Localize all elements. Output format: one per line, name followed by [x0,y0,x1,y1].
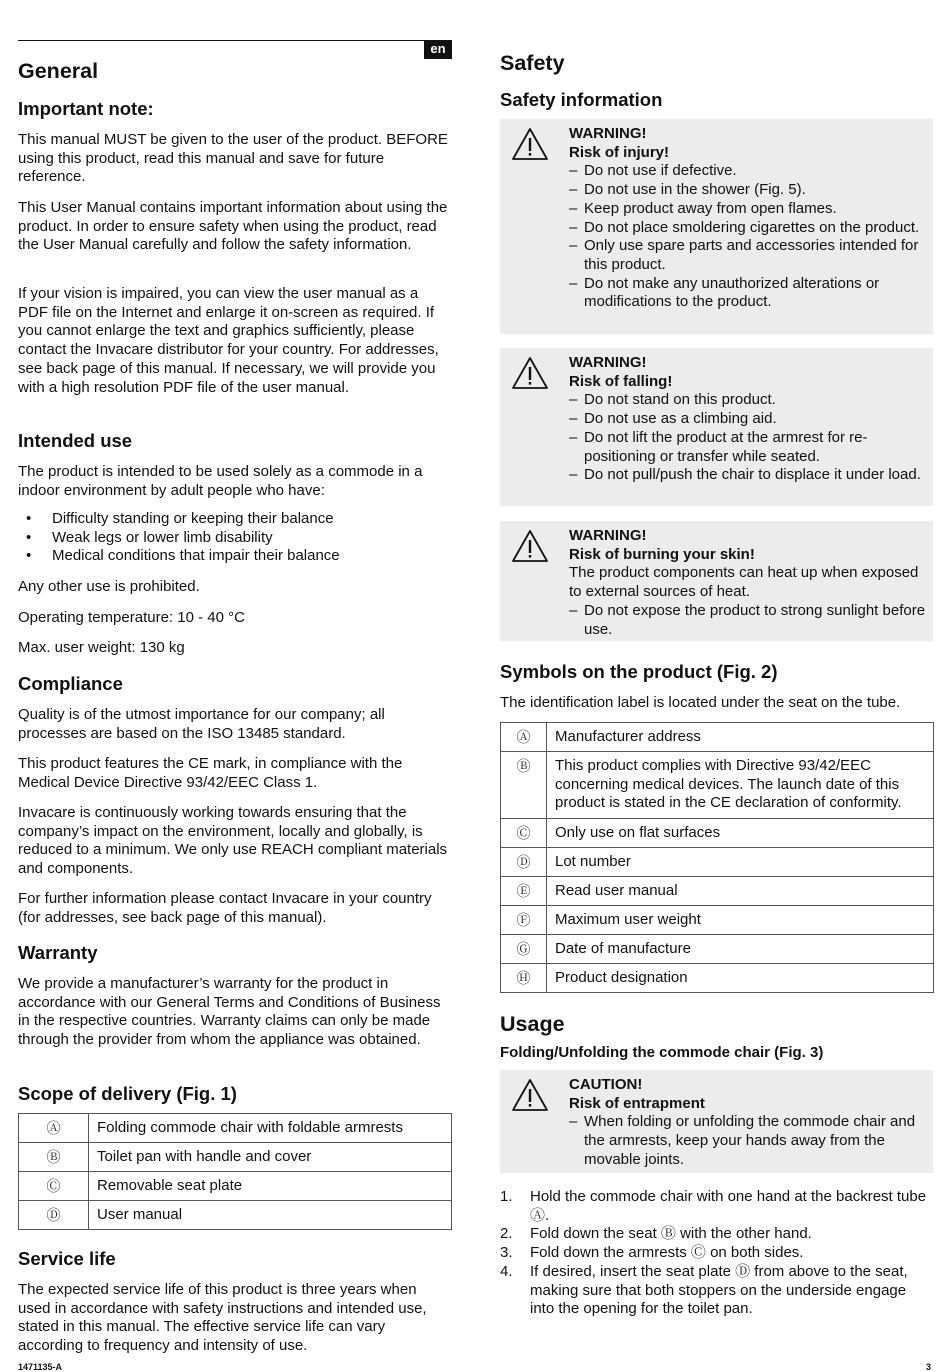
step-text: Fold down the armrests Ⓒ on both sides. [530,1244,804,1262]
list-item: – Keep product away from open flames. [569,200,927,219]
list-item: – Do not place smoldering cigarettes on the product. [569,219,927,238]
warning-list [569,162,927,312]
table-row [501,964,934,993]
heading-important-note: Important note: [18,98,154,119]
table-key: Ⓒ [501,819,547,848]
compliance-paragraph-2: This product features the CE mark, in compliance with the Medical Device Directive 93/42/EEC Class 1. [18,755,403,791]
warning-triangle-icon [511,356,549,390]
step-item [500,1188,934,1225]
warning-risk: Risk of injury! [569,143,670,161]
step-item [500,1244,934,1263]
heading-scope-of-delivery: Scope of delivery (Fig. 1) [18,1083,237,1104]
top-rule [18,40,452,41]
caution-label: CAUTION! [569,1076,643,1093]
table-row [501,935,934,964]
important-paragraph-2: This User Manual contains important information about using the product. In order to ensure safety when using the product, read the User Manual carefully and follow the safety information. [18,199,448,254]
table-value: Manufacturer address [547,723,934,752]
heading-compliance: Compliance [18,673,123,694]
section-title-usage: Usage [500,1012,565,1036]
section-title-general: General [18,59,99,83]
compliance-paragraph-4: For further information please contact Invacare in your country (for addresses, see back page of this manual). [18,890,432,926]
warning-description: The product components can heat up when exposed to external sources of heat. [569,564,919,601]
table-row [19,1143,452,1172]
table-value: Date of manufacture [547,935,934,964]
table-key: Ⓖ [501,935,547,964]
step-number: 3. [500,1244,513,1262]
table-key: Ⓐ [19,1114,89,1143]
warning-triangle-icon [511,127,549,161]
table-value: This product complies with Directive 93/42/EEC concerning medical devices. The launch date of this product is stated in the CE declaration of conformity. [547,752,934,819]
table-key: Ⓑ [19,1143,89,1172]
table-key: Ⓔ [501,877,547,906]
step-item [500,1225,934,1244]
compliance-paragraph-1: Quality is of the utmost importance for our company; all processes are based on the ISO 13485 standard. [18,706,385,742]
step-text: Fold down the seat Ⓑ with the other hand. [530,1225,812,1243]
scope-of-delivery-table [18,1113,452,1230]
operating-temperature: Operating temperature: 10 - 40 °C [18,609,245,626]
list-item: – Do not make any unauthorized alterations or modifications to the product. [569,275,927,312]
heading-symbols-on-product: Symbols on the product (Fig. 2) [500,661,778,682]
caution-box-entrapment [500,1070,933,1173]
step-text: Hold the commode chair with one hand at the backrest tube Ⓐ. [530,1188,927,1224]
warning-label: WARNING! [569,527,647,544]
list-item: – Do not use as a climbing aid. [569,410,927,429]
list-item: – Do not stand on this product. [569,391,927,410]
table-key: Ⓓ [501,848,547,877]
warning-text [569,125,927,312]
table-row [501,723,934,752]
table-key: Ⓗ [501,964,547,993]
table-key: Ⓑ [501,752,547,819]
warning-box-burning [500,521,933,641]
table-row [19,1201,452,1230]
caution-risk: Risk of entrapment [569,1094,705,1112]
table-value: Lot number [547,848,934,877]
step-text: If desired, insert the seat plate Ⓓ from above to the seat, making sure that both stoppers on the underside engage into the opening for the toilet pan. [530,1262,908,1318]
intended-paragraph-2: Any other use is prohibited. [18,578,200,595]
list-item: – Do not pull/push the chair to displace it under load. [569,466,927,485]
table-row [501,848,934,877]
list-item: • Difficulty standing or keeping their balance [18,510,452,529]
step-number: 2. [500,1225,513,1243]
list-item: – Do not use if defective. [569,162,927,181]
important-paragraph-1: This manual MUST be given to the user of the product. BEFORE using this product, read this manual and save for future reference. [18,131,448,186]
section-title-safety: Safety [500,51,565,75]
warning-triangle-icon [511,1078,549,1112]
table-value: Product designation [547,964,934,993]
list-item: – Do not use in the shower (Fig. 5). [569,181,927,200]
table-value: Maximum user weight [547,906,934,935]
table-value: User manual [89,1201,452,1230]
table-row [501,752,934,819]
intended-bullet-list [18,510,452,566]
warning-triangle-icon [511,529,549,563]
intended-paragraph-1: The product is intended to be used solely as a commode in a indoor environment by adult people who have: [18,463,423,499]
folding-steps-list [500,1188,934,1319]
important-paragraph-3: If your vision is impaired, you can view the user manual as a PDF file on the Internet and enlarge it on-screen as required. If you cannot enlarge the text and graphics sufficiently, please contact the Invacare distributor for your country. For addresses, see back page of this manual. If necessary, we will provide you with a high resolution PDF file of the user manual. [18,285,439,396]
table-value: Read user manual [547,877,934,906]
warning-risk: Risk of falling! [569,372,673,390]
max-user-weight: Max. user weight: 130 kg [18,639,185,656]
warning-text [569,527,927,639]
heading-folding-unfolding: Folding/Unfolding the commode chair (Fig. 3) [500,1044,824,1061]
table-row [501,819,934,848]
warning-risk: Risk of burning your skin! [569,545,755,563]
compliance-paragraph-3: Invacare is continuously working towards ensuring that the company’s impact on the environment, locally and globally, is reduced to a minimum. We only use REACH compliant materials and components. [18,804,448,878]
warning-list [569,602,927,639]
warning-text [569,354,927,485]
caution-text [569,1076,927,1170]
table-row [501,906,934,935]
service-life-paragraph: The expected service life of this product is three years when used in accordance with safety instructions and intended use, stated in this manual. The effective service life can vary according to frequency and intensity of use. [18,1281,427,1355]
warning-list [569,391,927,485]
list-item: • Medical conditions that impair their balance [18,547,452,566]
language-tag: en [424,40,452,59]
heading-warranty: Warranty [18,942,98,963]
caution-list [569,1113,927,1169]
heading-service-life: Service life [18,1248,116,1269]
table-row [19,1114,452,1143]
step-number: 1. [500,1188,513,1205]
symbols-paragraph: The identification label is located under the seat on the tube. [500,694,901,711]
list-item: – Do not expose the product to strong sunlight before use. [569,602,927,639]
table-key: Ⓓ [19,1201,89,1230]
table-value: Toilet pan with handle and cover [89,1143,452,1172]
symbols-table [500,722,934,993]
warranty-paragraph: We provide a manufacturer’s warranty for the product in accordance with our General Terms and Conditions of Business in the respective countries. Warranty claims can only be made through the provider from whom the appliance was obtained. [18,975,441,1049]
heading-safety-information: Safety information [500,89,663,110]
heading-intended-use: Intended use [18,430,133,451]
list-item: – When folding or unfolding the commode chair and the armrests, keep your hands away from the movable joints. [569,1113,927,1169]
table-key: Ⓕ [501,906,547,935]
list-item: – Only use spare parts and accessories intended for this product. [569,237,927,274]
table-value: Folding commode chair with foldable armrests [89,1114,452,1143]
step-number: 4. [500,1262,513,1280]
table-key: Ⓐ [501,723,547,752]
table-key: Ⓒ [19,1172,89,1201]
step-item [500,1263,934,1319]
footer-page-number: 3 [926,1362,932,1372]
footer-doc-number: 1471135-A [18,1362,63,1372]
list-item: • Weak legs or lower limb disability [18,529,452,548]
table-value: Removable seat plate [89,1172,452,1201]
table-row [501,877,934,906]
warning-label: WARNING! [569,125,647,142]
warning-box-injury [500,119,933,334]
warning-label: WARNING! [569,354,647,371]
list-item: – Do not lift the product at the armrest for re-positioning or transfer while seated. [569,429,927,466]
table-row [19,1172,452,1201]
warning-box-falling [500,348,933,506]
table-value: Only use on flat surfaces [547,819,934,848]
